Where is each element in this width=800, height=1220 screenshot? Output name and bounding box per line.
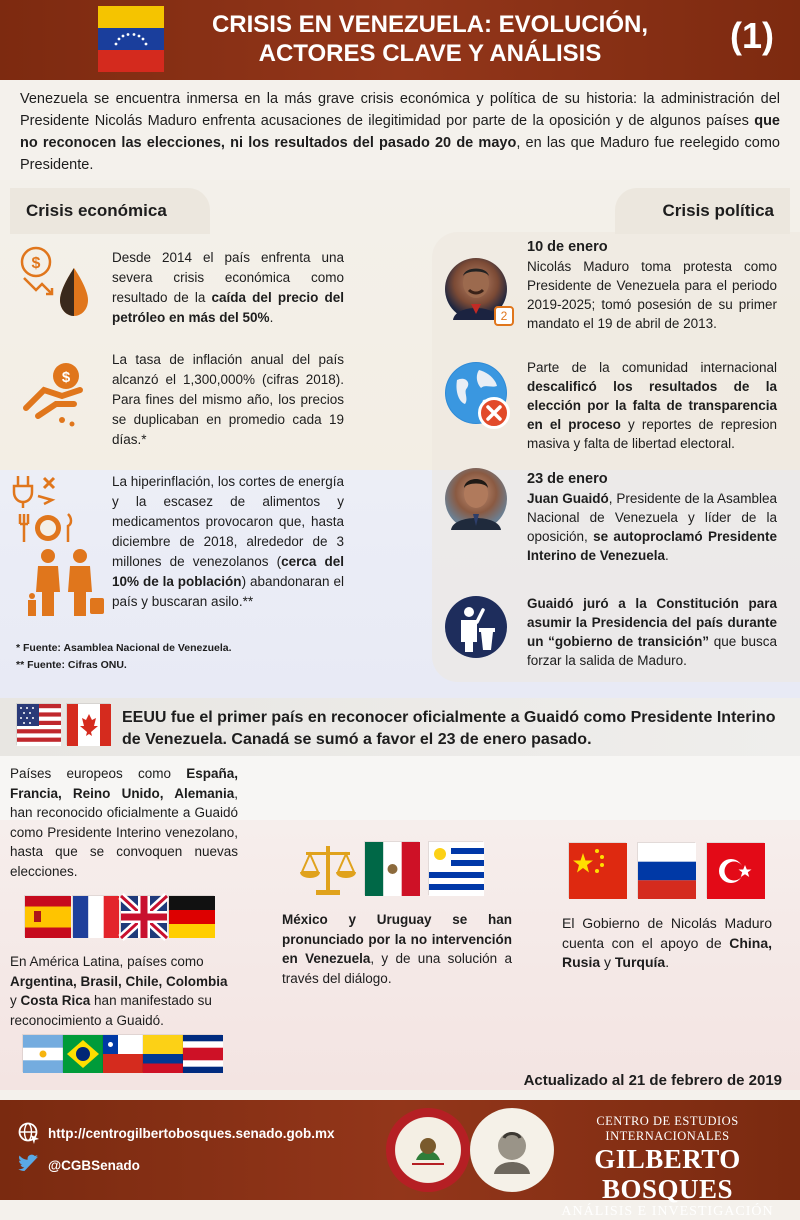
- political-item-1-date: 10 de enero: [527, 239, 608, 255]
- canada-flag-icon: [66, 703, 110, 745]
- inflation-hand-coin-icon: [16, 360, 96, 435]
- allies-text-2: y: [600, 954, 615, 970]
- spain-flag-icon: [24, 895, 70, 937]
- europe-text-1: Países europeos como: [10, 766, 187, 781]
- turkey-flag-icon: [706, 842, 764, 898]
- source-1: * Fuente: Asamblea Nacional de Venezuela.: [16, 642, 232, 654]
- updated-date: Actualizado al 21 de febrero de 2019: [523, 1072, 782, 1089]
- page-title: [190, 10, 670, 68]
- europe-text-2: , han reconocido oficialmente a Guaidó como Presidente Interino venezolano, hasta que se convoquen nuevas elecciones.: [10, 785, 238, 879]
- europe-countries: España, Francia, Reino Unido, Alemania: [10, 766, 238, 801]
- twitter-handle[interactable]: @CGBSenado: [48, 1157, 140, 1173]
- svg-text:$: $: [31, 255, 41, 272]
- twitter-link[interactable]: [18, 1155, 140, 1175]
- economic-item-2: [112, 350, 344, 450]
- political-item-3-bold-2: se autoproclamó Presidente Interino de Venezuela: [527, 529, 777, 563]
- political-item-2-text-2: y reportes de represion masiva y falta de libertad electoral.: [527, 417, 777, 451]
- globe-mouse-icon: [18, 1122, 40, 1144]
- twitter-bird-icon: [18, 1155, 40, 1175]
- political-item-4-text: que busca forzar la salida de Maduro.: [527, 634, 777, 668]
- political-item-2: [527, 358, 777, 453]
- political-item-4: [527, 594, 777, 670]
- website-link[interactable]: [18, 1122, 335, 1144]
- latam-text-1: En América Latina, países como: [10, 954, 204, 969]
- justice-scale-icon: [298, 842, 358, 903]
- guaido-portrait-icon: [445, 468, 507, 530]
- maduro-term-badge: 2: [494, 306, 514, 326]
- svg-text:$: $: [61, 369, 71, 386]
- brazil-flag-icon: [62, 1034, 102, 1072]
- political-item-2-text-1: Parte de la comunidad internacional: [527, 360, 777, 375]
- food-scarcity-icon: [16, 512, 76, 549]
- costa-rica-flag-icon: [182, 1034, 222, 1072]
- political-crisis-heading: Crisis política: [615, 188, 790, 234]
- usa-flag-icon: [16, 703, 60, 745]
- intro-text-bold: que no reconocen las elecciones, ni los resultados del pasado 20 de mayo: [20, 113, 780, 151]
- economic-item-3-end: ) abandonaran el país y buscaran asilo.**: [112, 574, 344, 609]
- allies-text-1: El Gobierno de Nicolás Maduro cuenta con el apoyo de: [562, 915, 772, 951]
- economic-item-1-end: .: [269, 310, 274, 325]
- political-item-3-bold-1: Juan Guaidó: [527, 491, 609, 506]
- latam-text-3: han manifestado su reconocimiento a Guaidó.: [10, 993, 212, 1028]
- germany-flag-icon: [168, 895, 214, 937]
- footer: [0, 1100, 800, 1219]
- political-item-4-bold: Guaidó juró a la Constitución para asumir la Presidencia del país durante un “gobierno de transición”: [527, 596, 777, 649]
- chile-flag-icon: [102, 1034, 142, 1072]
- intro-text-2: , en las que Maduro fue reelegido como Presidente.: [20, 135, 780, 173]
- latam-text-2: y: [10, 993, 21, 1008]
- intro-text-1: Venezuela se encuentra inmersa en la más grave crisis económica y política de su historia: la administración del Presidente Nicolás Maduro enfrenta acusaciones de ilegitimidad por parte de la oposición y de algunos países: [20, 91, 780, 129]
- political-item-1-text: Nicolás Maduro toma protesta como Presidente de Venezuela para el periodo 2019-2025; tomó posesión de su primer mandato el 19 de abril de 2013.: [527, 259, 777, 331]
- intro-paragraph: [20, 88, 780, 176]
- power-cut-icon: [12, 472, 60, 515]
- latam-countries: Argentina, Brasil, Chile, Colombia: [10, 973, 228, 989]
- latam-paragraph: [10, 952, 238, 1030]
- cegb-wordmark: [545, 1114, 790, 1220]
- russia-flag-icon: [637, 842, 695, 898]
- website-url[interactable]: http://centrogilbertobosques.senado.gob.mx: [48, 1125, 335, 1141]
- issue-number: (1): [730, 15, 774, 56]
- economic-item-1: [112, 248, 344, 328]
- europe-paragraph: [10, 764, 238, 881]
- argentina-flag-icon: [22, 1034, 62, 1072]
- title-line-2: ACTORES CLAVE Y ANÁLISIS: [258, 40, 602, 67]
- political-item-3-text-1: , Presidente de la Asamblea Nacional de Venezuela y líder de la oposición,: [527, 491, 778, 544]
- political-item-1: [527, 238, 777, 333]
- economic-sources: [16, 640, 232, 674]
- venezuela-flag-icon: [98, 6, 164, 72]
- title-line-1: CRISIS EN VENEZUELA: EVOLUCIÓN,: [211, 11, 649, 38]
- economic-item-1-bold: caída del precio del petróleo en más del 50%: [112, 290, 345, 325]
- allies-turkey: Turquía: [614, 954, 666, 970]
- allies-paragraph: [562, 914, 772, 973]
- cegb-line-3: ANÁLISIS E INVESTIGACIÓN: [561, 1204, 774, 1219]
- political-item-3-end: .: [665, 548, 669, 563]
- political-item-3-date: 23 de enero: [527, 471, 608, 487]
- oil-price-drop-icon: [16, 244, 96, 329]
- uk-flag-icon: [120, 895, 166, 937]
- france-flag-icon: [72, 895, 118, 937]
- mexico-uruguay-paragraph: [282, 910, 512, 988]
- cegb-line-1: CENTRO DE ESTUDIOS INTERNACIONALES: [596, 1114, 739, 1143]
- uruguay-flag-icon: [428, 841, 483, 895]
- economic-item-3: [112, 472, 344, 612]
- economic-crisis-heading: Crisis económica: [10, 188, 210, 234]
- recognition-headline: EEUU fue el primer país en reconocer oficialmente a Guaidó como Presidente Interino de Venezuela. Canadá se sumó a favor el 23 de enero pasado.: [122, 709, 776, 748]
- economic-item-3-text: La hiperinflación, los cortes de energía y la escasez de alimentos y medicamentos provocaron que, hasta diciembre de 2018, alrededor de 3 millones de venezolanos (: [112, 474, 344, 569]
- mexico-uruguay-text: , y de una solución a través del diálogo.: [282, 951, 512, 986]
- economic-item-1-text: Desde 2014 el país enfrenta una severa crisis económica como resultado de la: [112, 250, 344, 305]
- senado-seal-logo: [386, 1108, 470, 1192]
- cegb-line-2: GILBERTO BOSQUES: [594, 1144, 741, 1204]
- mexico-uruguay-bold: México y Uruguay se han pronunciado por la no intervención en Venezuela: [282, 912, 512, 966]
- mexico-flag-icon: [364, 841, 419, 895]
- colombia-flag-icon: [142, 1034, 182, 1072]
- header: [0, 0, 800, 80]
- economic-item-2-text: La tasa de inflación anual del país alcanzó el 1,300,000% (cifras 2018). Para fines del mismo año, los precios se duplicaban en promedio cada 19 días.*: [112, 352, 344, 447]
- reject-x-icon: [478, 397, 510, 429]
- china-flag-icon: [568, 842, 626, 898]
- allies-china-russia: China, Rusia: [562, 934, 772, 970]
- economic-item-3-bold: cerca del 10% de la población: [112, 554, 344, 589]
- migrants-family-icon: [28, 548, 106, 623]
- political-item-2-bold: descalificó los resultados de la elección por la falta de transparencia en el proceso: [527, 379, 777, 432]
- source-2: ** Fuente: Cifras ONU.: [16, 659, 127, 671]
- latam-costa-rica: Costa Rica: [20, 993, 91, 1008]
- political-item-3: [527, 470, 777, 565]
- oath-podium-icon: [445, 596, 507, 658]
- allies-text-3: .: [665, 954, 670, 970]
- gilberto-bosques-seal-logo: [470, 1108, 554, 1192]
